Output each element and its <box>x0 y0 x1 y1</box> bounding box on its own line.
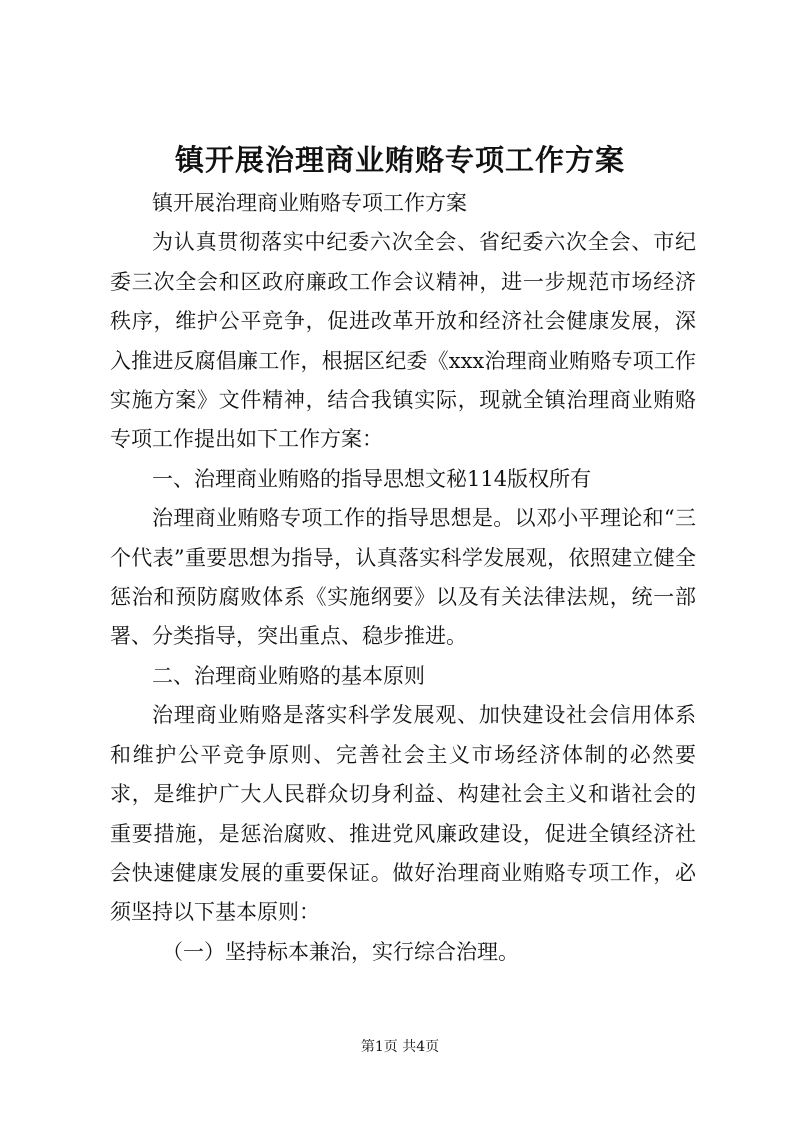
section-heading-1: 一、治理商业贿赂的指导思想文秘114版权所有 <box>152 466 592 491</box>
document-body <box>110 184 696 972</box>
paragraph-intro: 为认真贯彻落实中纪委六次全会、省纪委六次全会、市纪委三次全会和区政府廉政工作会议精神，进一步规范市场经济秩序，维护公平竞争，促进改革开放和经济社会健康发展，深入推进反腐倡廉工作，根据区纪委《xxx治理商业贿赂专项工作实施方案》文件精神，结合我镇实际，现就全镇治理商业贿赂专项工作提出如下工作方案： <box>110 230 696 452</box>
page-footer: 第1页 共4页 <box>360 1039 440 1055</box>
section-heading-2: 二、治理商业贿赂的基本原则 <box>152 663 425 688</box>
paragraph-basic-principles: 治理商业贿赂是落实科学发展观、加快建设社会信用体系和维护公平竞争原则、完善社会主义市场经济体制的必然要求，是维护广大人民群众切身利益、构建社会主义和谐社会的重要措施，是惩治腐败、推进党风廉政建设，促进全镇经济社会快速健康发展的重要保证。做好治理商业贿赂专项工作，必须坚持以下基本原则： <box>110 703 696 925</box>
document-title: 镇开展治理商业贿赂专项工作方案 <box>174 143 625 177</box>
sub-item-1: （一）坚持标本兼治，实行综合治理。 <box>162 939 519 964</box>
paragraph-guiding-thought: 治理商业贿赂专项工作的指导思想是。以邓小平理论和“三个代表”重要思想为指导，认真落实科学发展观，依照建立健全惩治和预防腐败体系《实施纲要》以及有关法律法规，统一部署、分类指导，突出重点、稳步推进。 <box>110 506 696 649</box>
paragraph-subtitle: 镇开展治理商业贿赂专项工作方案 <box>152 191 467 215</box>
